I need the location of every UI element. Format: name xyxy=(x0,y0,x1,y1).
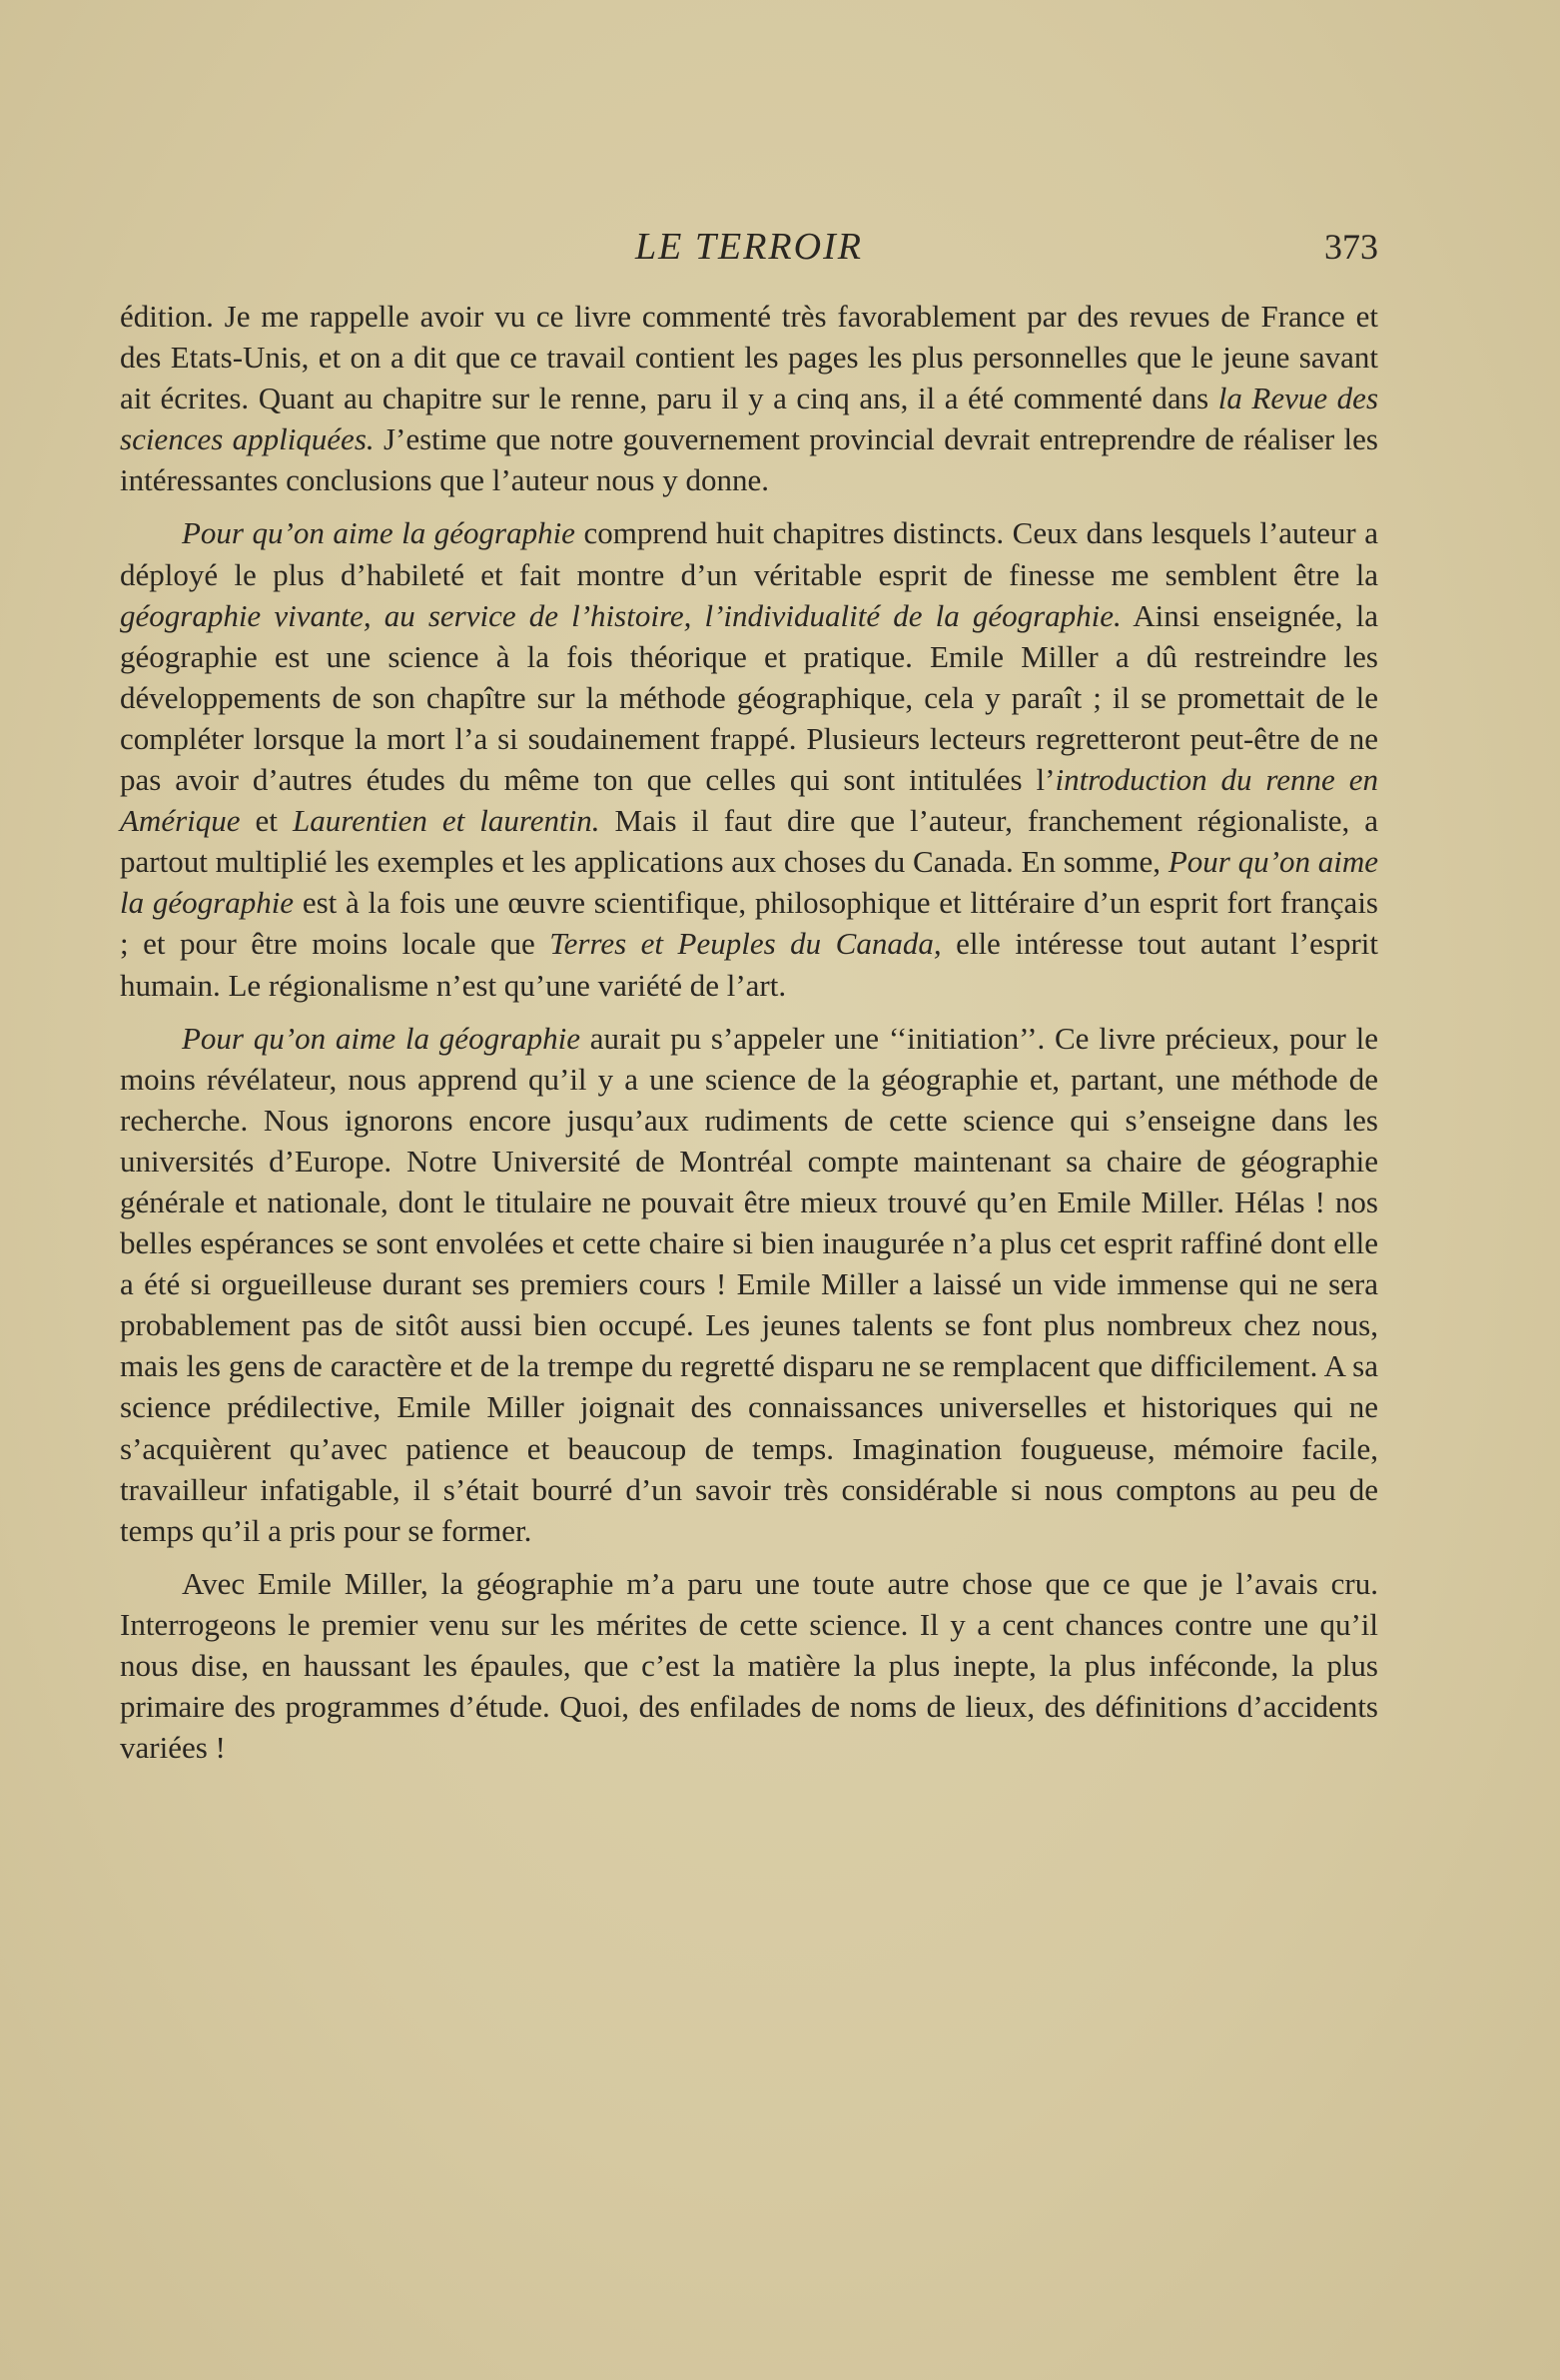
text-segment: Avec Emile Miller, la géographie m’a paru une toute autre chose que ce que je l’avais cru. Interrogeons le premier venu sur les mérites de cette science. Il y a cent chances contre une qu’il nous dise, en haussant les épaules, que c’est la matière la plus inepte, la plus inféconde, la plus primaire des programmes d’étude. Quoi, des enfilades de noms de lieux, des définitions d’accidents variées ! xyxy=(120,1565,1378,1766)
italic-segment: Terres et Peuples du Canada, xyxy=(549,926,942,962)
page-number: 373 xyxy=(1324,227,1378,267)
italic-segment: introduction du renne en Amérique xyxy=(120,762,1378,839)
italic-segment: Pour qu’on aime la géographie xyxy=(120,844,1378,921)
italic-segment: Pour qu’on aime la géographie xyxy=(182,515,575,551)
text-segment: elle intéresse tout autant l’esprit humain. Le régionalisme n’est qu’une variété de l’art. xyxy=(120,926,1378,1003)
paragraph xyxy=(120,1018,1378,1551)
text-segment: Ainsi enseignée, la géographie est une science à la fois théorique et pratique. Emile Miller a dû restreindre les développements de son chapître sur la méthode géographique, cela y paraît ; il se promettait de le compléter lorsque la mort l’a si soudainement frappé. Plusieurs lecteurs regretteront peut-être de ne pas avoir d’autres études du même ton que celles qui sont intitulées l’ xyxy=(120,597,1378,798)
running-head xyxy=(120,222,1378,272)
text-segment: et xyxy=(240,803,293,839)
italic-segment: géographie vivante, au service de l’histoire, l’individualité de la géographie. xyxy=(120,597,1122,633)
text-segment: Mais il faut dire que l’auteur, franchement régionaliste, a partout multiplié les exemples et les applications aux choses du Canada. En somme, xyxy=(120,803,1379,880)
italic-segment: Laurentien et laurentin. xyxy=(292,803,600,839)
italic-segment: Pour qu’on aime la géographie xyxy=(182,1020,581,1056)
paragraph xyxy=(120,296,1378,500)
running-title: LE TERROIR xyxy=(635,226,863,268)
text-segment: est à la fois une œuvre scientifique, philosophique et littéraire d’un esprit fort français ; et pour être moins locale que xyxy=(120,885,1378,962)
text-segment: aurait pu s’appeler une ‘‘initiation’’. Ce livre précieux, pour le moins révélateur, nous apprend qu’il y a une science de la géographie et, partant, une méthode de recherche. Nous ignorons encore jusqu’aux rudiments de cette science qui s’enseigne dans les universités d’Europe. Notre Université de Montréal compte maintenant sa chaire de géographie générale et nationale, dont le titulaire ne pouvait être mieux trouvé qu’en Emile Miller. Hélas ! nos belles espérances se sont envolées et cette chaire si bien inaugurée n’a plus cet esprit raffiné dont elle a été si orgueilleuse durant ses premiers cours ! Emile Miller a laissé un vide immense qui ne sera probablement pas de sitôt aussi bien occupé. Les jeunes talents se font plus nombreux chez nous, mais les gens de caractère et de la trempe du regretté disparu ne se remplacent que difficilement. A sa science prédilective, Emile Miller joignait des connaissances universelles et historiques qui ne s’acquièrent qu’avec patience et beaucoup de temps. Imagination fougueuse, mémoire facile, travailleur infatigable, il s’était bourré d’un savoir très considérable si nous comptons au peu de temps qu’il a pris pour se former. xyxy=(120,1020,1379,1548)
paragraph xyxy=(120,1563,1378,1768)
paragraph xyxy=(120,512,1378,1005)
text-segment: J’estime que notre gouvernement provincial devrait entreprendre de réaliser les intéressantes conclusions que l’auteur nous y donne. xyxy=(120,421,1378,498)
body-text xyxy=(120,296,1378,1780)
text-segment: comprend huit chapitres distincts. Ceux dans lesquels l’auteur a déployé le plus d’habileté et fait montre d’un véritable esprit de finesse me semblent être la xyxy=(120,515,1379,592)
italic-segment: la Revue des sciences appliquées. xyxy=(120,381,1379,457)
text-segment: édition. Je me rappelle avoir vu ce livre commenté très favorablement par des revues de France et des Etats-Unis, et on a dit que ce travail contient les pages les plus personnelles que le jeune savant ait écrites. Quant au chapitre sur le renne, paru il y a cinq ans, il a été commenté dans xyxy=(120,299,1378,416)
